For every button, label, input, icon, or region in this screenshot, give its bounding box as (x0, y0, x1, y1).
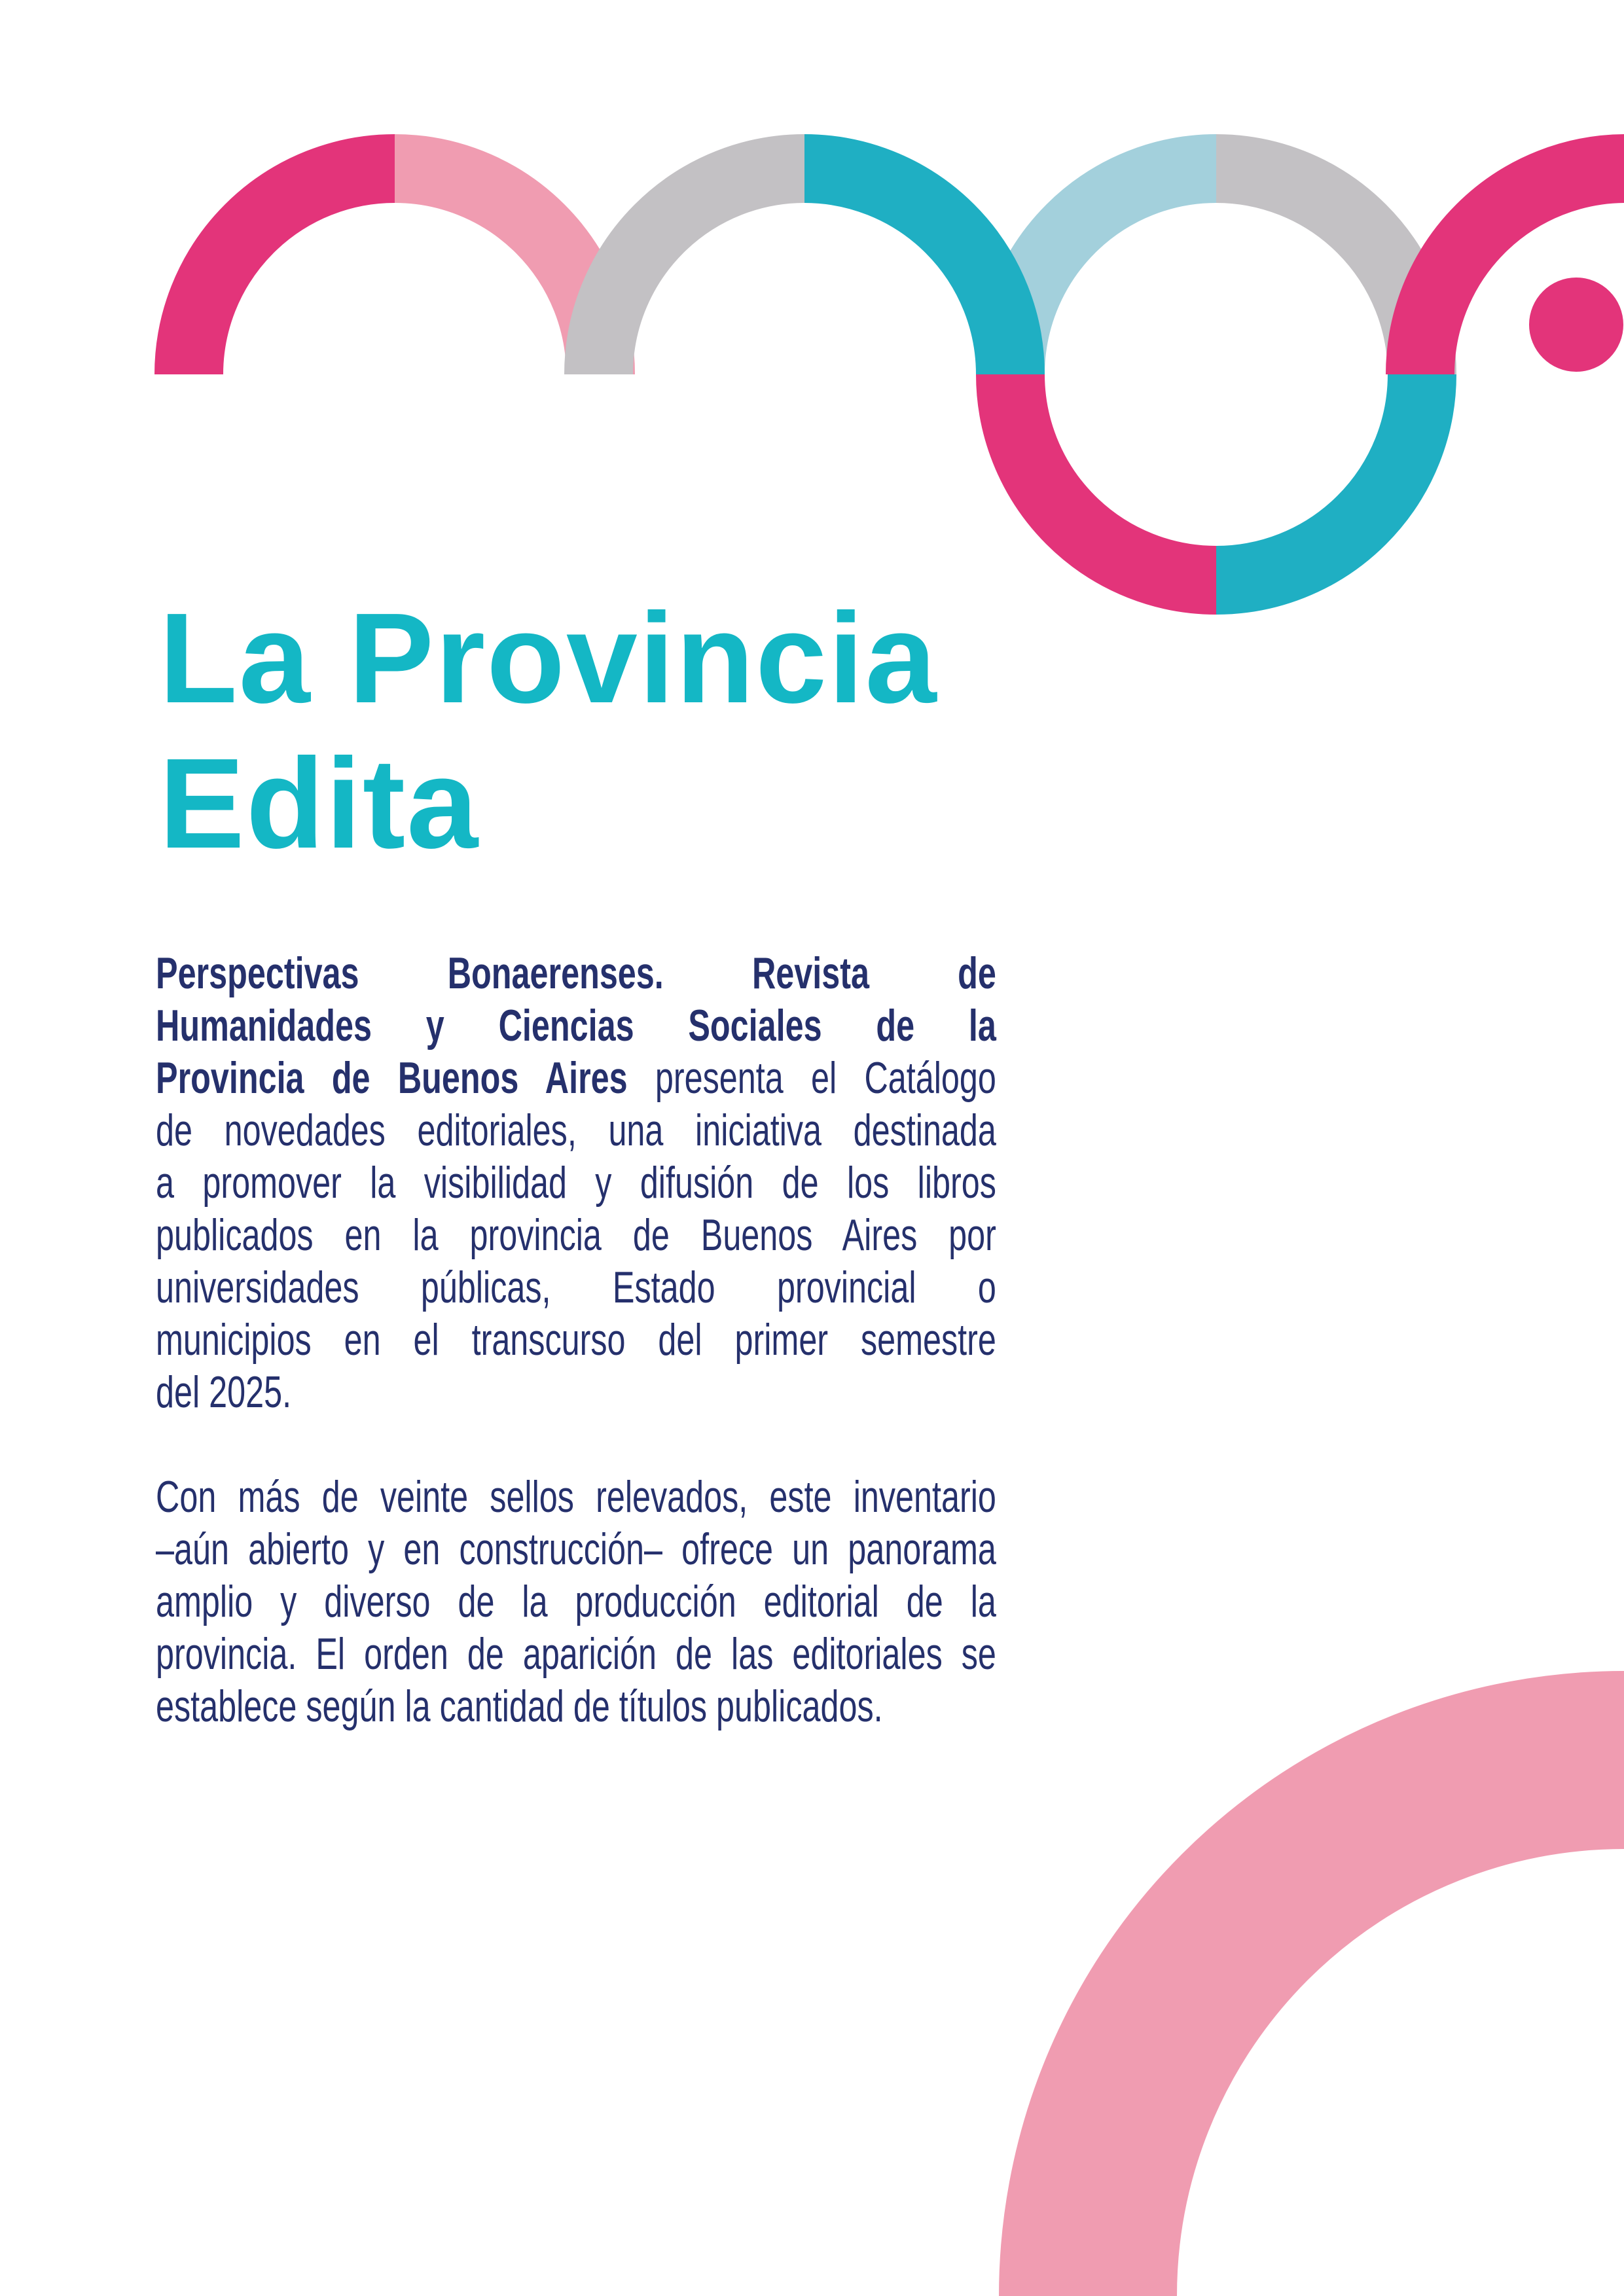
regular-text: presenta el Catálogo (627, 1053, 996, 1103)
second-line: –aún abierto y en construcción– ofrece un panorama (156, 1524, 996, 1574)
intro-paragraph (156, 947, 996, 1418)
intro-line (156, 1366, 996, 1418)
magenta-dot (1529, 278, 1623, 372)
arc-3-left-light-blue (1011, 169, 1217, 375)
bold-text: Provincia de Buenos Aires (156, 1053, 628, 1103)
intro-line (156, 1314, 996, 1366)
page-title (159, 586, 938, 876)
intro-line (156, 1209, 996, 1261)
bold-text: Humanidades y Ciencias Sociales de la (156, 1001, 996, 1050)
body-text (156, 947, 996, 1732)
intro-line (156, 999, 996, 1052)
intro-line (156, 1157, 996, 1209)
regular-text: de novedades editoriales, una iniciativa destinada (156, 1105, 996, 1155)
arc-2-left-gray (599, 169, 805, 375)
arc-3-right-gray (1216, 169, 1422, 375)
second-paragraph (156, 1471, 996, 1732)
arc-1-left-magenta (189, 169, 395, 375)
second-line: establece según la cantidad de títulos publicados. (156, 1681, 883, 1731)
bottom-arc-left-magenta (1011, 374, 1217, 581)
second-line: provincia. El orden de aparición de las editoriales se (156, 1629, 996, 1679)
regular-text: del 2025. (156, 1367, 292, 1417)
arc-4-left-magenta (1420, 169, 1624, 375)
intro-line (156, 947, 996, 999)
intro-line (156, 1052, 996, 1104)
regular-text: publicados en la provincia de Buenos Aires por (156, 1210, 996, 1260)
second-line: amplio y diverso de la producción editorial de la (156, 1577, 996, 1626)
arc-1-right-light-pink (395, 169, 601, 375)
bottom-arc-right-teal (1216, 374, 1422, 581)
intro-line (156, 1261, 996, 1314)
regular-text: universidades públicas, Estado provincial o (156, 1263, 996, 1312)
title-line-1: La Provincia (159, 586, 938, 730)
large-pink-arc (1088, 1760, 1624, 2296)
arc-2-right-teal (804, 169, 1011, 375)
bold-text: Perspectivas Bonaerenses. Revista de (156, 948, 996, 998)
regular-text: a promover la visibilidad y difusión de los libros (156, 1158, 996, 1208)
regular-text: municipios en el transcurso del primer semestre (156, 1315, 996, 1365)
intro-line (156, 1104, 996, 1157)
title-line-2: Edita (159, 732, 480, 875)
second-line: Con más de veinte sellos relevados, este inventario (156, 1472, 996, 1522)
